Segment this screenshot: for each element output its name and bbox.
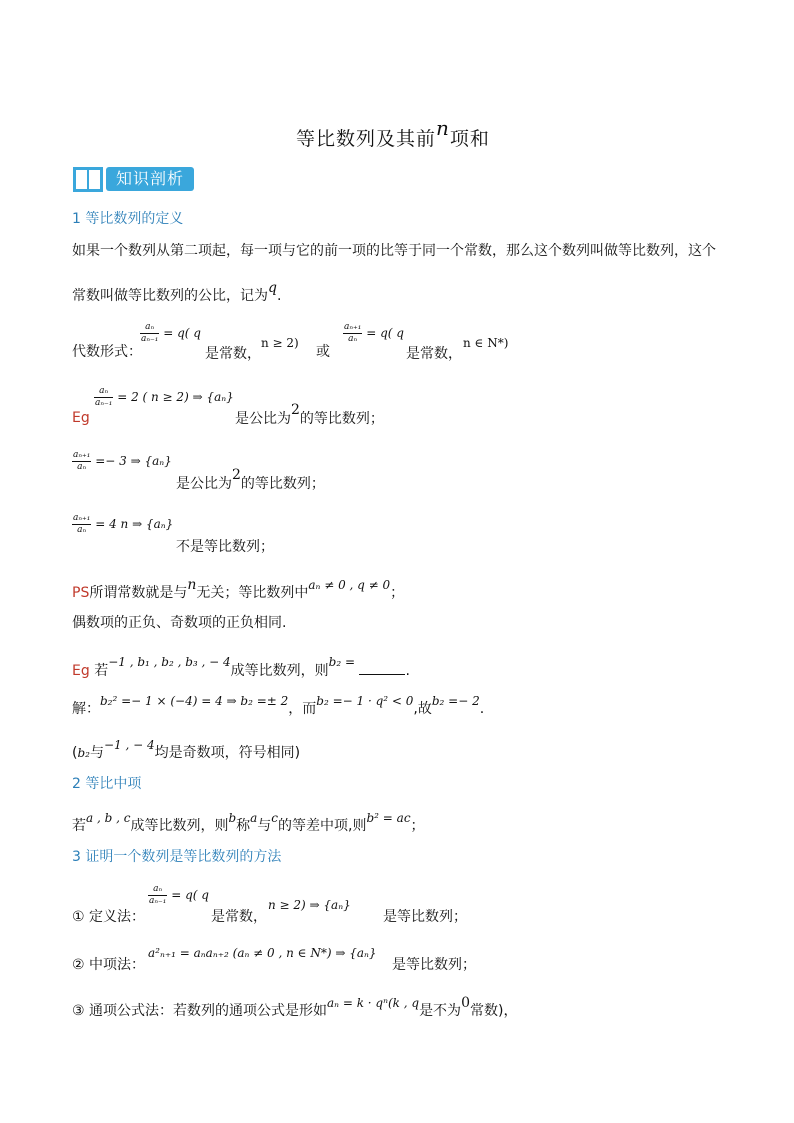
- book-icon: [72, 164, 104, 194]
- algebraic-form-label: 代数形式：: [72, 344, 142, 360]
- method-1-condition: n ≥ 2) ⇒ {aₙ}: [268, 898, 351, 912]
- example-1-text: 是公比为2的等比数列；: [235, 402, 384, 427]
- title-tail: 项和: [449, 128, 490, 150]
- badge-label: 知识剖析: [106, 167, 194, 191]
- method-3: ③ 通项公式法：若数列的通项公式是形如aₙ = k · qⁿ(k , q是不为0常数)，: [72, 995, 518, 1019]
- method-1-formula: $\frac{\text{aₙ}}{\text{aₙ₋₁}}$ = q( q: [149, 884, 209, 906]
- title-variable: n: [436, 116, 450, 140]
- algebraic-formula-1: $\frac{\text{aₙ}}{\text{aₙ₋₁}}$ = q( q: [141, 322, 201, 344]
- section-badge: [72, 164, 196, 194]
- solution-note: (b₂与−1 , − 4均是奇数项，符号相同): [72, 738, 301, 761]
- example-2-formula: $\frac{\text{aₙ₊₁}}{\text{aₙ}}$ =− 3 ⇒ {aₙ}: [73, 450, 172, 472]
- ratio-variable: q: [268, 280, 277, 296]
- definition-line-2: 常数叫做等比数列的公比，记为q.: [72, 280, 282, 304]
- example-1-formula: $\frac{\text{aₙ}}{\text{aₙ₋₁}}$ = 2 ( n ≥ 2) ⇒ {aₙ}: [95, 386, 234, 408]
- example-tag: Eg: [72, 410, 90, 426]
- solution-line: 解：b₂² =− 1 × (−4) = 4 ⇒ b₂ =± 2，而b₂ =− 1 · q² < 0,故b₂ =− 2.: [72, 694, 485, 717]
- ps-line-1: PS所谓常数就是与n无关；等比数列中aₙ ≠ 0 , q ≠ 0；: [72, 577, 405, 601]
- example-2-text: 是公比为2的等比数列；: [176, 467, 325, 492]
- method-1: ① 定义法：: [72, 909, 146, 925]
- method-2-formula: a²ₙ₊₁ = aₙaₙ₊₂ (aₙ ≠ 0 , n ∈ N*) ⇒ {aₙ}: [148, 946, 377, 960]
- example-3-formula: $\frac{\text{aₙ₊₁}}{\text{aₙ}}$ = 4 n ⇒ {aₙ}: [73, 513, 174, 535]
- example-3-text: 不是等比数列；: [176, 539, 274, 555]
- definition-line-1: 如果一个数列从第二项起，每一项与它的前一项的比等于同一个常数，那么这个数列叫做等比数列，这个: [72, 243, 716, 259]
- section-2-heading: 2 等比中项: [72, 776, 142, 792]
- or-text: 或: [316, 344, 330, 360]
- section-1-heading: 1 等比数列的定义: [72, 211, 184, 227]
- answer-blank: [359, 662, 405, 675]
- section-3-heading: 3 证明一个数列是等比数列的方法: [72, 849, 282, 865]
- example-4: Eg 若−1 , b₁ , b₂ , b₃ , − 4成等比数列，则b₂ = .: [72, 655, 410, 679]
- algebraic-formula-2: $\frac{\text{aₙ₊₁}}{\text{aₙ}}$ = q( q: [344, 322, 404, 344]
- title-main: 等比数列及其前: [296, 128, 437, 150]
- algebraic-condition-2: n ∈ N*): [463, 336, 509, 350]
- document-page: 等比数列及其前n项和 知识剖析 1 等比数列的定义 如果一个数列从第二项起，每一项与它的前一项的比等于同一个常数，那么这个数列叫做等比数列，这个 常数叫做等比数列的公比，记为q. 代数形式： $\frac{\text{aₙ}}{\text{aₙ₋₁}}$ = q( q 是常数， n ≥ 2) 或 $\frac{\text{aₙ₊₁}}{\text{aₙ}}$ = q( q 是常数， n ∈ N*) Eg $\frac{\text{aₙ}}{\text{aₙ₋₁}}$ = 2 ( n ≥ 2) ⇒ {aₙ} 是公比为2的等比数列； $\frac{\text{aₙ₊₁}}{\text{aₙ}}$ =− 3 ⇒ {aₙ} 是公比为2的等比数列； $\frac{\text{aₙ₊₁}}{\text{aₙ}}$ = 4 n ⇒ {aₙ} 不是等比数列； PS所谓常数就是与n无关；等比数列中aₙ ≠ 0 , q ≠ 0； 偶数项的正负、奇数项的正负相同. Eg 若−1 , b₁ , b₂ , b₃ , − 4成等比数列，则b₂ = . 解：b₂² =− 1 × (−4) = 4 ⇒ b₂ =± 2，而b₂ =− 1 · q² < 0,故b₂ =− 2. (b₂与−1 , − 4均是奇数项，符号相同) 2 等比中项 若a , b , c成等比数列，则b称a与c的等差中项,则b² = ac； 3 证明一个数列是等比数列的方法 ① 定义法： $\frac{\text{aₙ}}{\text{aₙ₋₁}}$ = q( q 是常数， n ≥ 2) ⇒ {aₙ} 是等比数列； ② 中项法： a²ₙ₊₁ = aₙaₙ₊₂ (aₙ ≠ 0 , n ∈ N*) ⇒ {aₙ} 是等比数列； ③ 通项公式法：若数列的通项公式是形如aₙ = k · qⁿ(k , q是不为0常数)，: [72, 116, 716, 1019]
- algebraic-condition-1: n ≥ 2): [261, 336, 299, 350]
- solution-label: 解：: [72, 701, 100, 717]
- ps-tag: PS: [72, 585, 90, 601]
- ps-line-2: 偶数项的正负、奇数项的正负相同.: [72, 615, 287, 631]
- method-2: ② 中项法：: [72, 957, 146, 973]
- page-title: [296, 116, 490, 151]
- geometric-mean-line: 若a , b , c成等比数列，则b称a与c的等差中项,则b² = ac；: [72, 811, 425, 834]
